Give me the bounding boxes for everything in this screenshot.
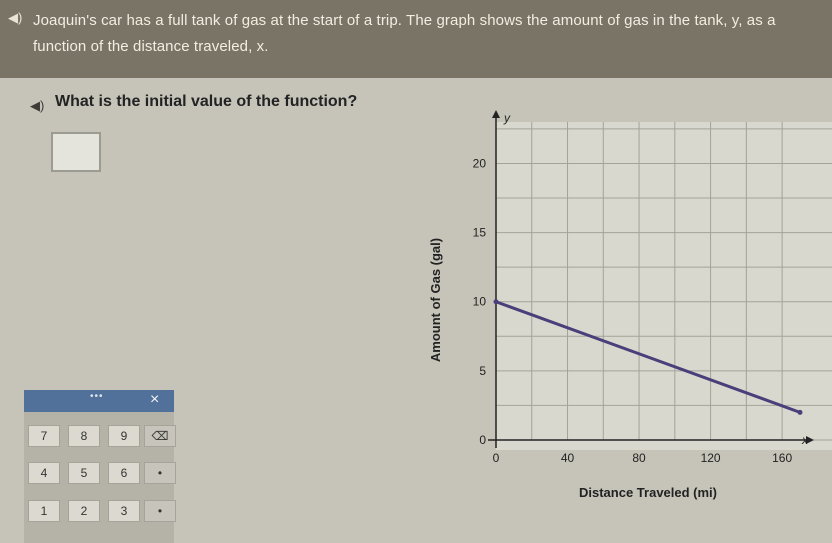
keypad-key-9[interactable]: 9	[108, 425, 140, 447]
close-icon[interactable]: ×	[150, 391, 160, 408]
gas-graph-svg	[400, 100, 832, 520]
speaker-icon[interactable]: ◀)	[8, 10, 23, 25]
keypad-key-2[interactable]: 2	[68, 500, 100, 522]
keypad-function-key[interactable]: •	[144, 500, 176, 522]
series-endpoint	[494, 299, 499, 304]
x-tick-label: 40	[560, 451, 575, 465]
y-tick-label: 5	[479, 363, 486, 378]
question-speaker-icon[interactable]: ◀)	[30, 98, 45, 113]
keypad-key-3[interactable]: 3	[108, 500, 140, 522]
graph	[400, 100, 832, 520]
x-axis-variable-label: x	[802, 433, 808, 447]
series-endpoint	[798, 410, 803, 415]
keypad-key-4[interactable]: 4	[28, 462, 60, 484]
y-tick-label: 0	[479, 433, 486, 447]
y-tick-label: 15	[472, 225, 486, 240]
x-tick-label: 120	[700, 451, 721, 465]
question-text: What is the initial value of the function?	[55, 93, 358, 110]
keypad-function-key[interactable]: •	[144, 462, 176, 484]
drag-handle-icon[interactable]: •••	[90, 391, 104, 402]
plot-background	[496, 122, 832, 450]
x-axis-title: Distance Traveled (mi)	[579, 485, 717, 500]
x-tick-label: 160	[772, 451, 793, 465]
y-tick-label: 20	[472, 156, 486, 171]
keypad-key-7[interactable]: 7	[28, 425, 60, 447]
keypad-key-5[interactable]: 5	[68, 462, 100, 484]
keypad-key-8[interactable]: 8	[68, 425, 100, 447]
x-tick-label: 80	[632, 451, 646, 465]
keypad-key-1[interactable]: 1	[28, 500, 60, 522]
y-axis-title: Amount of Gas (gal)	[428, 237, 443, 363]
y-tick-label: 10	[472, 294, 486, 309]
y-axis-arrow-icon	[492, 110, 500, 118]
keypad-function-key[interactable]: ⌫	[144, 425, 176, 447]
y-axis-variable-label: y	[504, 111, 510, 125]
problem-banner	[0, 0, 832, 78]
number-keypad	[24, 390, 174, 543]
problem-intro-text: Joaquin's car has a full tank of gas at the start of a trip. The graph shows the amount of gas in the tank, y, as a function of the distance traveled, x.	[33, 12, 776, 55]
answer-input[interactable]	[51, 132, 101, 172]
keypad-titlebar[interactable]	[24, 390, 174, 412]
x-tick-label: 0	[492, 451, 500, 465]
keypad-key-6[interactable]: 6	[108, 462, 140, 484]
